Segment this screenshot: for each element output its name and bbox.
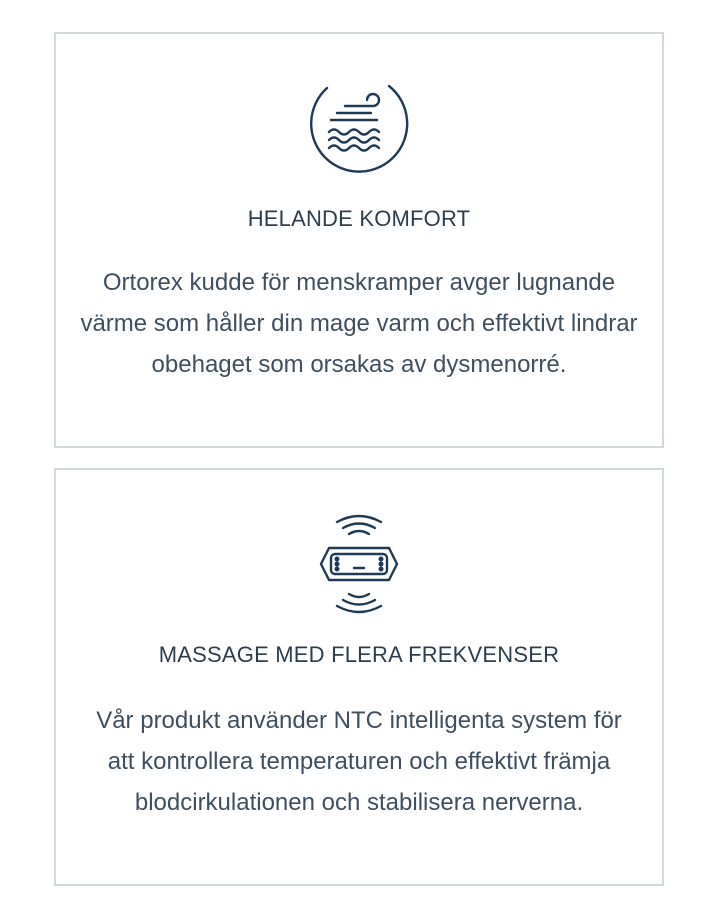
feature-description: Vår produkt använder NTC intelligenta system för att kontrollera temperaturen och effektivt främja blodcirkulationen och stabilisera nerverna. — [96, 707, 622, 816]
warmth-waves-icon — [307, 70, 411, 174]
vibrating-massager-icon — [299, 508, 419, 620]
feature-title: HELANDE KOMFORT — [247, 206, 471, 231]
feature-card-multi-frequency-massage — [54, 468, 664, 886]
feature-description: Ortorex kudde för menskramper avger lugnande värme som håller din mage varm och effektivt lindrar obehaget som orsakas av dysmenorré. — [80, 269, 638, 378]
feature-card-healing-comfort — [54, 32, 664, 448]
feature-title: MASSAGE MED FLERA FREKVENSER — [158, 642, 560, 667]
